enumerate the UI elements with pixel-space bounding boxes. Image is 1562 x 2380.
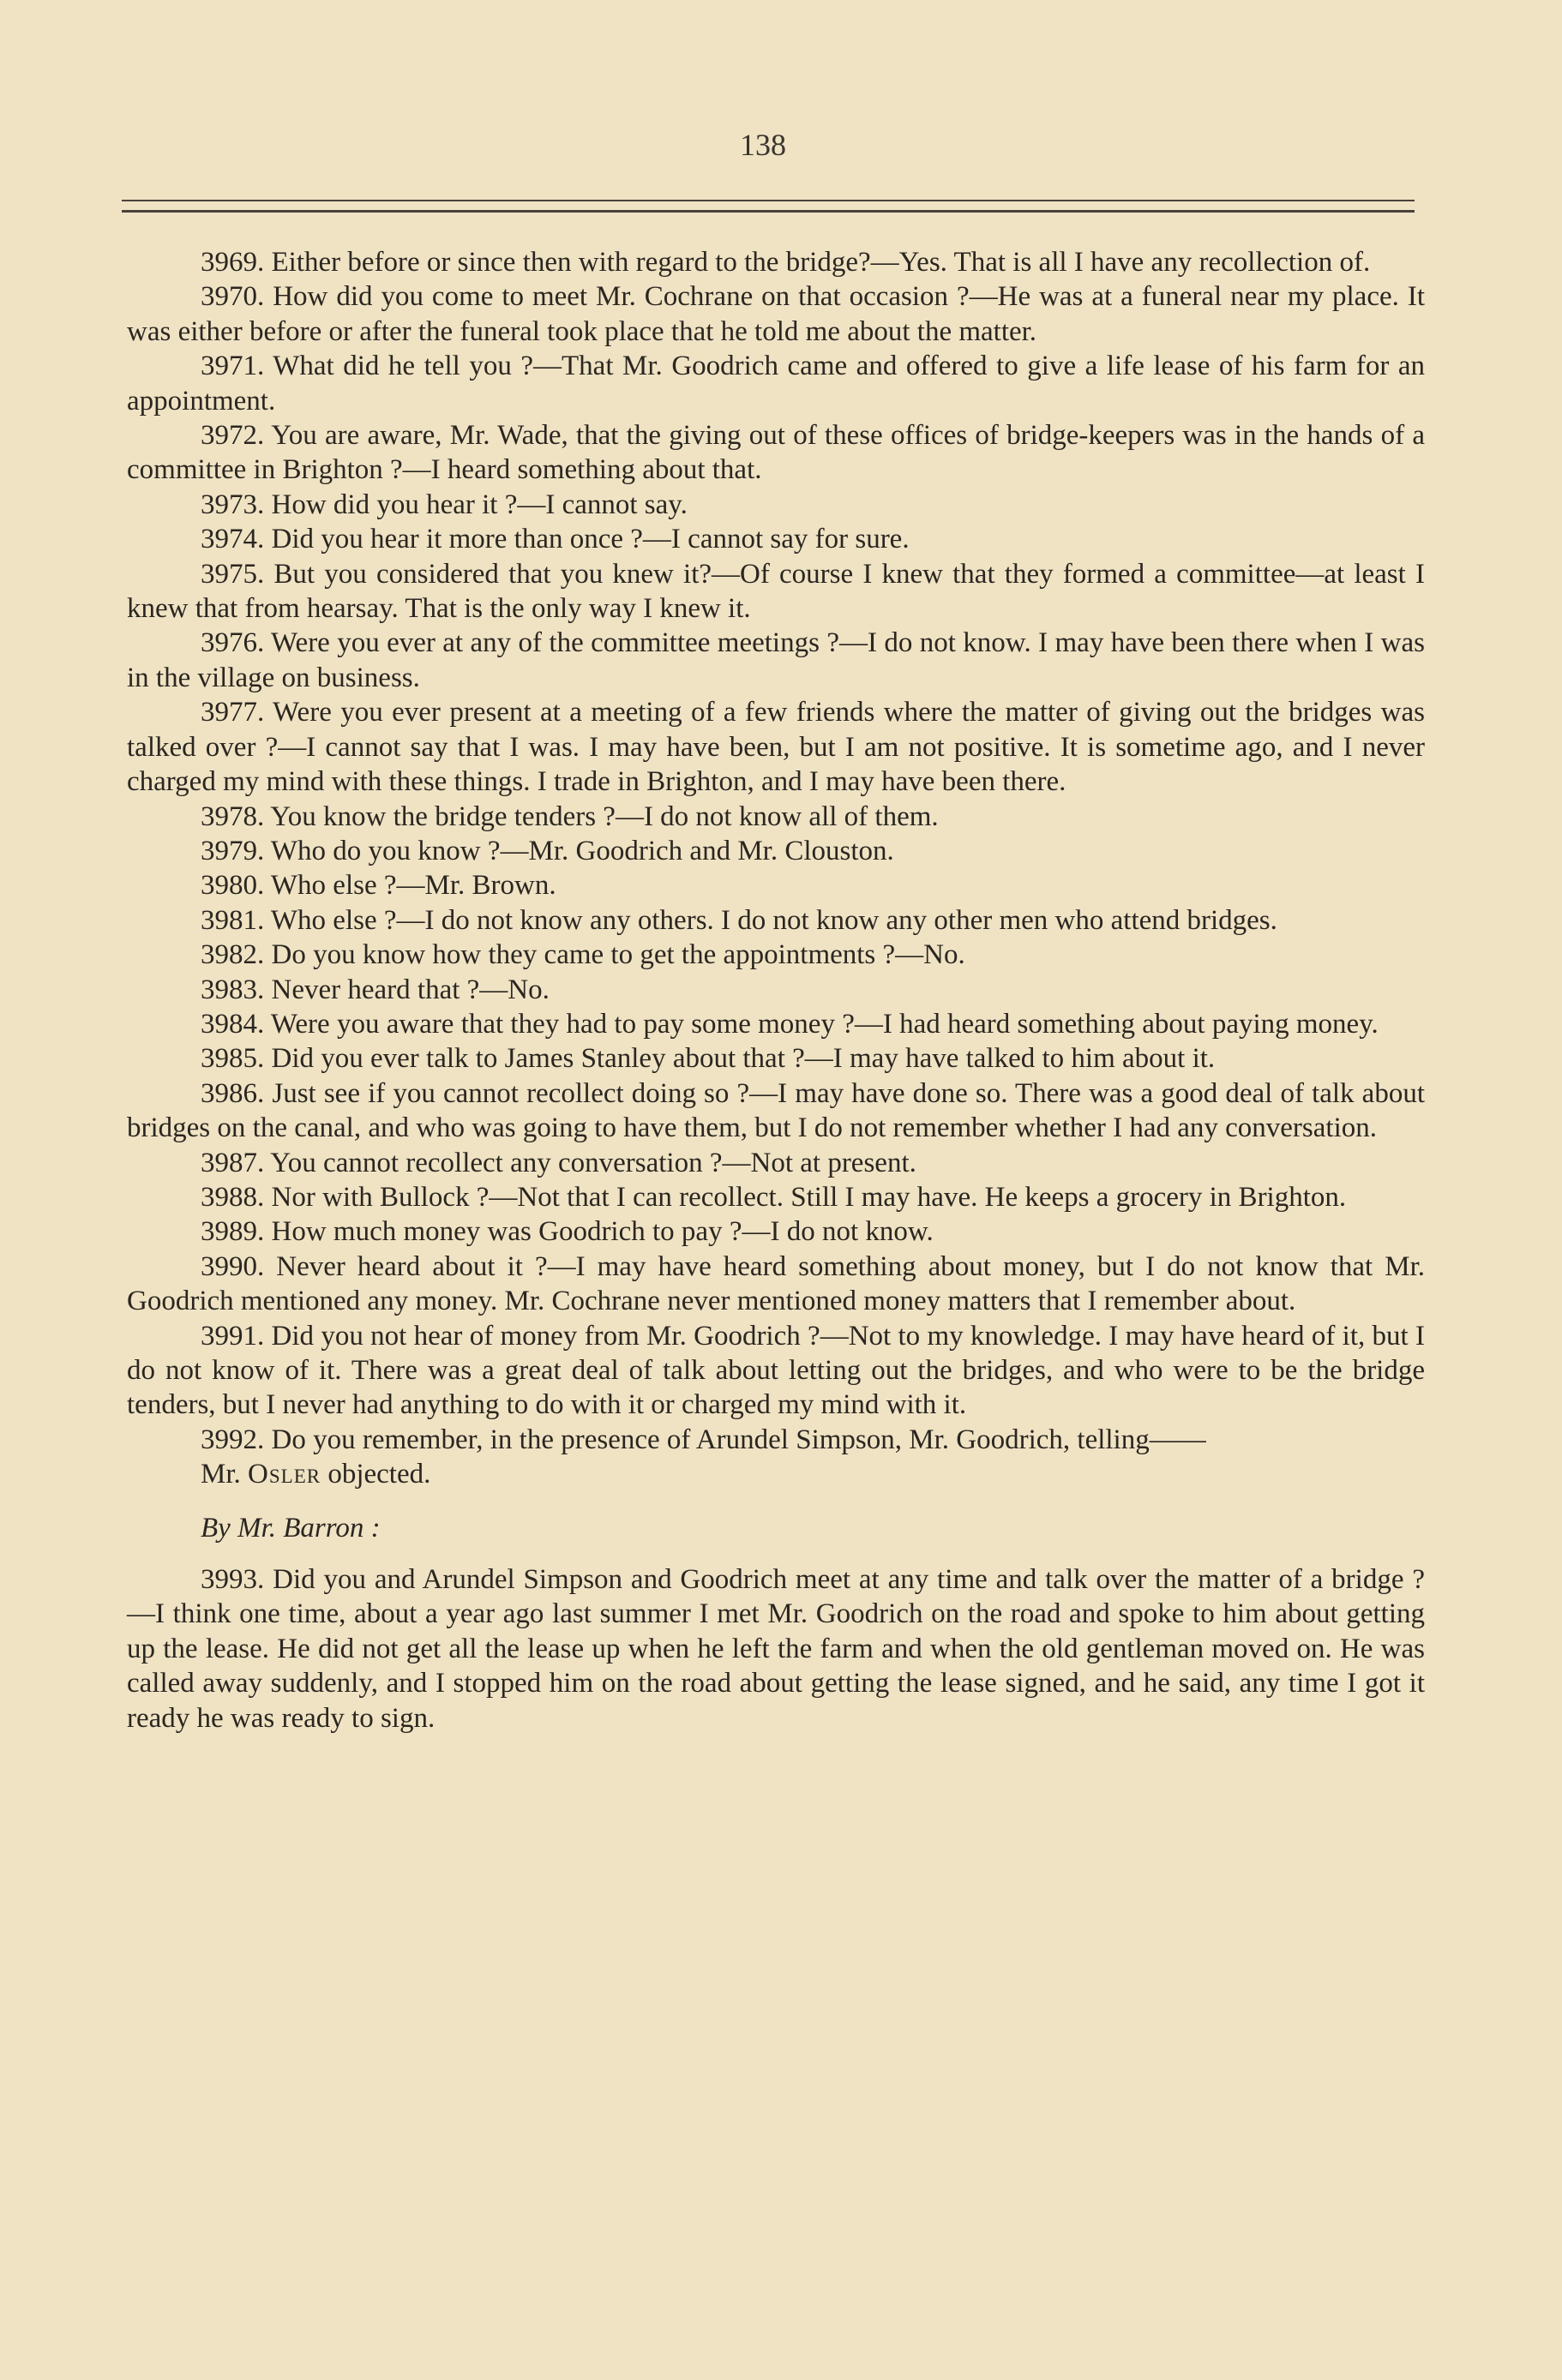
paragraph-3976: 3976. Were you ever at any of the committee meetings ?—I do not know. I may have been there when I was in the village on business. — [127, 627, 1425, 693]
paragraph-3979: 3979. Who do you know ?—Mr. Goodrich and Mr. Clouston. — [201, 835, 894, 866]
examiner-heading: By Mr. Barron : — [201, 1512, 381, 1544]
paragraph-3974: 3974. Did you hear it more than once ?—I cannot say for sure. — [201, 524, 910, 555]
paragraph-3982: 3982. Do you know how they came to get the appointments ?—No. — [201, 939, 965, 971]
objection-suffix: objected. — [321, 1459, 431, 1490]
paragraph-3988: 3988. Nor with Bullock ?—Not that I can recollect. Still I may have. He keeps a grocery in Brighton. — [201, 1181, 1347, 1213]
paragraph-3986: 3986. Just see if you cannot recollect doing so ?—I may have done so. There was a good deal of talk about bridges on the canal, and who was going to have them, but I do not remember whether I had any conversation. — [127, 1077, 1425, 1144]
testimony-text — [127, 245, 1425, 1736]
paragraph-3977: 3977. Were you ever present at a meeting of a few friends where the matter of giving out the bridges was talked over ?—I cannot say that I was. I may have been, but I am not positive. It is sometime ago, and I never charged my mind with these things. I trade in Brighton, and I may have been there. — [127, 697, 1425, 798]
page-number: 138 — [740, 128, 786, 162]
paragraph-3969: 3969. Either before or since then with regard to the bridge?—Yes. That is all I have any recollection of. — [201, 247, 1371, 278]
paragraph-3978: 3978. You know the bridge tenders ?—I do not know all of them. — [201, 800, 939, 832]
paragraph-3992: 3992. Do you remember, in the presence of Arundel Simpson, Mr. Goodrich, telling—— — [201, 1424, 1206, 1455]
objector-name: Osler — [248, 1459, 321, 1490]
paragraph-3970: 3970. How did you come to meet Mr. Cochrane on that occasion ?—He was at a funeral near my place. It was either before or after the funeral took place that he told me about the matter. — [127, 281, 1425, 347]
header-rule-thick — [122, 210, 1415, 213]
objection-line — [127, 1457, 1425, 1491]
paragraph-3983: 3983. Never heard that ?—No. — [201, 974, 550, 1005]
paragraph-3981: 3981. Who else ?—I do not know any others. I do not know any other men who attend bridges. — [201, 904, 1277, 936]
paragraph-3975: 3975. But you considered that you knew it?—Of course I knew that they formed a committee—at least I knew that from hearsay. That is the only way I knew it. — [127, 558, 1425, 625]
paragraph-3984: 3984. Were you aware that they had to pay some money ?—I had heard something about paying money. — [201, 1008, 1379, 1040]
paragraph-3991: 3991. Did you not hear of money from Mr. Goodrich ?—Not to my knowledge. I may have heard of it, but I do not know of it. There was a great deal of talk about letting out the bridges, and who were to be the bridge tenders, but I never had anything to do with it or charged my mind with it. — [127, 1320, 1425, 1421]
paragraph-3990: 3990. Never heard about it ?—I may have heard something about money, but I do not know that Mr. Goodrich mentioned any money. Mr. Cochrane never mentioned money matters that I remember about. — [127, 1250, 1425, 1317]
paragraph-3987: 3987. You cannot recollect any conversation ?—Not at present. — [201, 1147, 916, 1178]
paragraph-3985: 3985. Did you ever talk to James Stanley about that ?—I may have talked to him about it. — [201, 1043, 1216, 1075]
paragraph-3980: 3980. Who else ?—Mr. Brown. — [201, 870, 556, 902]
paragraph-3993: 3993. Did you and Arundel Simpson and Goodrich meet at any time and talk over the matter of a bridge ?—I think one time, about a year ago last summer I met Mr. Goodrich on the road and spoke to him about getting up the lease. He did not get all the lease up when he left the farm and when the old gentleman moved on. He was called away suddenly, and I stopped him on the road about getting the lease signed, and he said, any time I got it ready he was ready to sign. — [127, 1564, 1425, 1734]
paragraph-3972: 3972. You are aware, Mr. Wade, that the giving out of these offices of bridge-keepers was in the hands of a committee in Brighton ?—I heard something about that. — [127, 420, 1425, 486]
paragraph-3971: 3971. What did he tell you ?—That Mr. Goodrich came and offered to give a life lease of his farm for an appointment. — [127, 351, 1425, 417]
paragraph-3973: 3973. How did you hear it ?—I cannot say. — [201, 489, 688, 520]
paragraph-3989: 3989. How much money was Goodrich to pay ?—I do not know. — [201, 1216, 934, 1248]
header-rule-thin — [122, 200, 1415, 201]
objection-prefix: Mr. — [201, 1459, 249, 1490]
